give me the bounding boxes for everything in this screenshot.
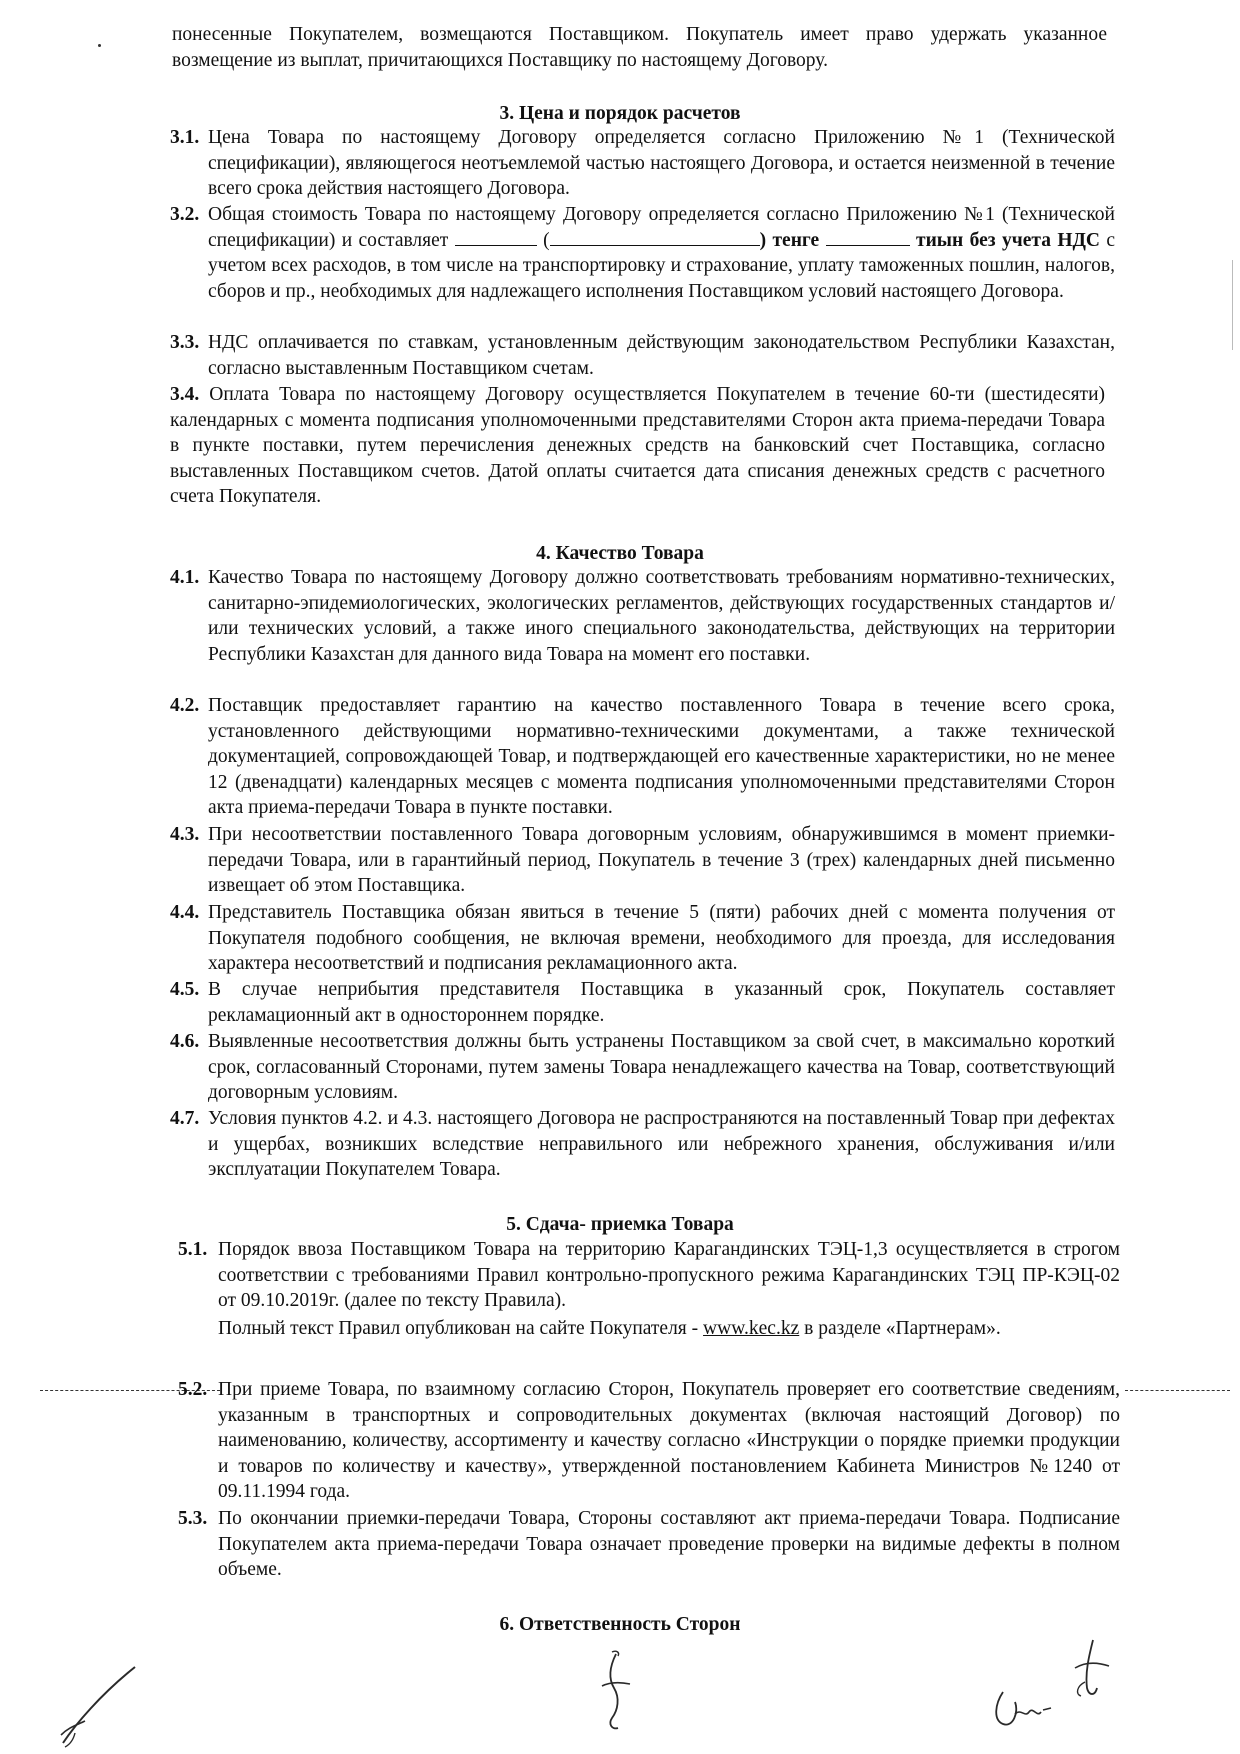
clause-text-part: ( [543, 229, 550, 251]
clause-text-part: Полный текст Правил опубликован на сайте Покупателя - [218, 1317, 699, 1339]
signature-left-icon [55, 1655, 145, 1750]
signature-center-icon [590, 1648, 640, 1738]
section-5-title: 5. Сдача- приемка Товара [506, 1214, 734, 1235]
clause-number: 5.2. [178, 1379, 208, 1400]
amount-blank [455, 229, 537, 246]
clause-text-bold: ) тенге [759, 229, 820, 251]
amount-words-blank [550, 229, 760, 246]
signature-right-icon [985, 1632, 1125, 1742]
clause-text [208, 202, 1115, 304]
intro-paragraph: понесенные Покупателем, возмещаются Поставщиком. Покупатель имеет право удержать указанное возмещение из выплат, причитающихся Поставщику по настоящему Договору. [172, 24, 1107, 71]
clause-text: Цена Товара по настоящему Договору определяется согласно Приложению №1 (Технической спецификации), являющегося неотъемлемой частью настоящего Договора, и остается неизменной в течение всего срока действия настоящего Договора. [208, 127, 1115, 199]
clause-4-1 [170, 565, 1115, 667]
clause-number: 3.4. [170, 384, 200, 405]
clause-text: При несоответствии поставленного Товара договорным условиям, обнаружившимся в момент приемки-передачи Товара, или в гарантийный период, Покупатель в течение 3 (трех) календарных дней письменно извещает об этом Поставщика. [208, 824, 1115, 896]
clause-text-part: с учетом всех расходов, в том числе на транспортировку и страхование, уплату таможенных пошлин, налогов, сборов и пр., необходимых для надлежащего исполнения Поставщиком условий настоящего Договора. [208, 229, 1116, 302]
clause-number: 4.2. [170, 695, 200, 716]
clause-number: 5.1. [178, 1239, 208, 1260]
clause-number: 3.2. [170, 204, 200, 225]
clause-3-4 [170, 382, 1105, 510]
clause-text: НДС оплачивается по ставкам, установленным действующим законодательством Республики Казахстан, согласно выставленным Поставщиком счетам. [208, 332, 1115, 379]
website-link[interactable]: www.kec.kz [703, 1317, 800, 1339]
clause-text: При приеме Товара, по взаимному согласию Сторон, Покупатель проверяет его соответствие сведениям, указанным в транспортных и сопроводительных документах (включая настоящий Договор) по наименованию, количеству, ассортименту и качеству согласно «Инструкции о порядке приемки продукции и товаров по количеству и качеству», утвержденной постановлением Кабинета Министров №1240 от 09.11.1994 года. [218, 1379, 1120, 1502]
scan-speck [98, 44, 101, 47]
clause-4-4 [170, 900, 1115, 977]
clause-number: 4.6. [170, 1031, 200, 1052]
clause-number: 4.1. [170, 567, 200, 588]
clause-text: Выявленные несоответствия должны быть устранены Поставщиком за свой счет, в максимально короткий срок, согласованный Сторонами, путем замены Товара ненадлежащего качества на Товар, соответствующий договорным условиям. [208, 1031, 1115, 1103]
clause-5-1 [178, 1237, 1120, 1341]
clause-text-part: Оплата Товара по настоящему Договору осуществляется Покупателем в течение 60-ти (шестидесяти) календарных с момента подписания уполномоченными представителями Сторон акта приема-передачи Товара в пункте поставки, путем перечисления денежных средств на банковский счет Поставщика, согласно выставленных Поставщиком счетов. Датой оплаты считается дата списания денежных средств с расчетного счета Покупателя. [170, 384, 1105, 507]
clause-text [170, 382, 1105, 510]
clause-text: Представитель Поставщика обязан явиться в течение 5 (пяти) рабочих дней с момента получения от Покупателя подобного сообщения, не включая времени, необходимого для проезда, для исследования характера несоответствий и подписания рекламационного акта. [208, 902, 1115, 974]
clause-4-6 [170, 1029, 1115, 1106]
clause-number: 4.4. [170, 902, 200, 923]
clause-text: В случае неприбытия представителя Поставщика в указанный срок, Покупатель составляет рекламационный акт в одностороннем порядке. [208, 979, 1115, 1026]
clause-text-part: в разделе «Партнерам». [804, 1317, 1001, 1339]
clause-number: 3.1. [170, 127, 200, 148]
clause-text [218, 1237, 1120, 1341]
clause-text-bold: тиын без учета НДС [915, 229, 1101, 251]
clause-5-3 [178, 1506, 1120, 1583]
section-4-title: 4. Качество Товара [536, 543, 704, 564]
clause-3-1 [170, 125, 1115, 202]
clause-3-3 [170, 330, 1115, 381]
clause-text-part: Порядок ввоза Поставщиком Товара на территорию Карагандинских ТЭЦ-1,3 осуществляется в строгом соответствии с требованиями Правил контрольно-пропускного режима Карагандинских ТЭЦ ПР-КЭЦ-02 от 09.10.2019г. (далее по тексту Правила). [218, 1239, 1120, 1311]
clause-3-2 [170, 202, 1115, 304]
clause-number: 4.5. [170, 979, 200, 1000]
clause-text-part: Общая стоимость Товара по настоящему Договору определяется согласно Приложению №1 (Технической спецификации) и составляет [208, 204, 1115, 251]
clause-text-part [218, 1316, 1120, 1342]
clause-4-3 [170, 822, 1115, 899]
scan-margin-mark [1232, 260, 1233, 350]
clause-number: 5.3. [178, 1508, 208, 1529]
clause-4-7 [170, 1106, 1115, 1183]
clause-5-2 [178, 1377, 1120, 1505]
scan-dashed-line [1125, 1390, 1230, 1391]
clause-number: 3.3. [170, 332, 200, 353]
tiyn-blank [826, 229, 910, 246]
clause-text: Поставщик предоставляет гарантию на качество поставленного Товара в течение всего срока, установленного действующими нормативно-техническими документами, а также технической документацией, сопровождающей Товар, и подтверждающей его качественные характеристики, но не менее 12 (двенадцати) календарных месяцев с момента подписания уполномоченными представителями Сторон акта приема-передачи Товара в пункте поставки. [208, 695, 1115, 818]
clause-text: Качество Товара по настоящему Договору должно соответствовать требованиям нормативно-технических, санитарно-эпидемиологических, экологических регламентов, действующих государственных стандартов и/или технических условий, а также иного специального законодательства, действующих на территории Республики Казахстан для данного вида Товара на момент его поставки. [208, 567, 1115, 665]
clause-4-2 [170, 693, 1115, 821]
clause-number: 4.3. [170, 824, 200, 845]
clause-number: 4.7. [170, 1108, 200, 1129]
section-6-title: 6. Ответственность Сторон [499, 1614, 741, 1635]
clause-text: По окончании приемки-передачи Товара, Стороны составляют акт приема-передачи Товара. Подписание Покупателем акта приема-передачи Товара означает проведение проверки на видимые дефекты в полном объеме. [218, 1508, 1120, 1580]
clause-4-5 [170, 977, 1115, 1028]
section-3-title: 3. Цена и порядок расчетов [499, 103, 741, 124]
clause-text: Условия пунктов 4.2. и 4.3. настоящего Договора не распространяются на поставленный Товар при дефектах и ущербах, возникших вследствие неправильного или небрежного хранения, обслуживания и/или эксплуатации Покупателем Товара. [208, 1108, 1115, 1180]
